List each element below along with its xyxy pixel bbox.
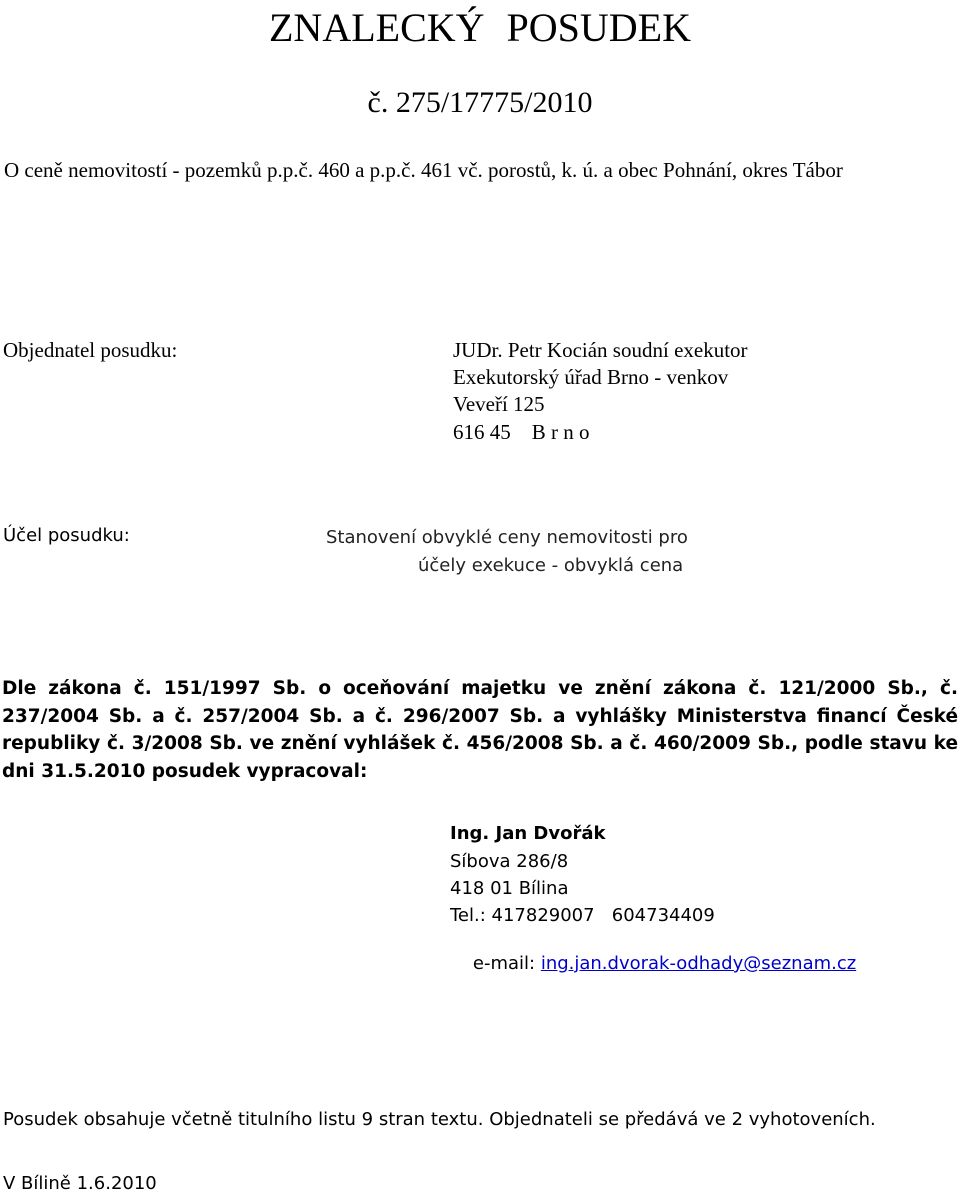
expert-email-line	[450, 932, 856, 995]
purpose-line-1: Stanovení obvyklé ceny nemovitosti pro	[326, 527, 688, 548]
legal-basis-paragraph: Dle zákona č. 151/1997 Sb. o oceňování majetku ve znění zákona č. 121/2000 Sb., č. 237/2004 Sb. a č. 257/2004 Sb. a č. 296/2007 Sb. a vyhlášky Ministerstva financí České republiky č. 3/2008 Sb. ve znění vyhlášek č. 456/2008 Sb. a č. 460/2009 Sb., podle stavu ke dni 31.5.2010 posudek vypracoval:	[2, 678, 958, 782]
expert-street: Síbova 286/8	[450, 851, 569, 872]
purpose-label: Účel posudku:	[3, 525, 130, 546]
expert-email-label: e-mail:	[472, 953, 541, 974]
expert-phone: Tel.: 417829007 604734409	[450, 905, 715, 926]
place-date: V Bílině 1.6.2010	[3, 1173, 157, 1194]
expert-name: Ing. Jan Dvořák	[450, 823, 606, 844]
footer-note: Posudek obsahuje včetně titulního listu 9 stran textu. Objednateli se předává ve 2 vyhotoveních.	[3, 1109, 876, 1130]
client-label: Objednatel posudku:	[3, 338, 178, 362]
document-title: ZNALECKÝ POSUDEK	[269, 5, 691, 50]
expert-email-link[interactable]: ing.jan.dvorak-odhady@seznam.cz	[540, 953, 857, 974]
purpose-line-2: účely exekuce - obvyklá cena	[418, 555, 684, 576]
document-subject: O ceně nemovitostí - pozemků p.p.č. 460 a p.p.č. 461 vč. porostů, k. ú. a obec Pohnání, okres Tábor	[4, 158, 843, 182]
document-number: č. 275/17775/2010	[367, 86, 593, 119]
client-line-city: 616 45 B r n o	[453, 420, 590, 444]
client-line-office: Exekutorský úřad Brno - venkov	[453, 365, 729, 389]
expert-city: 418 01 Bílina	[450, 878, 569, 899]
client-line-name: JUDr. Petr Kocián soudní exekutor	[453, 338, 748, 362]
client-line-street: Veveří 125	[453, 392, 545, 416]
